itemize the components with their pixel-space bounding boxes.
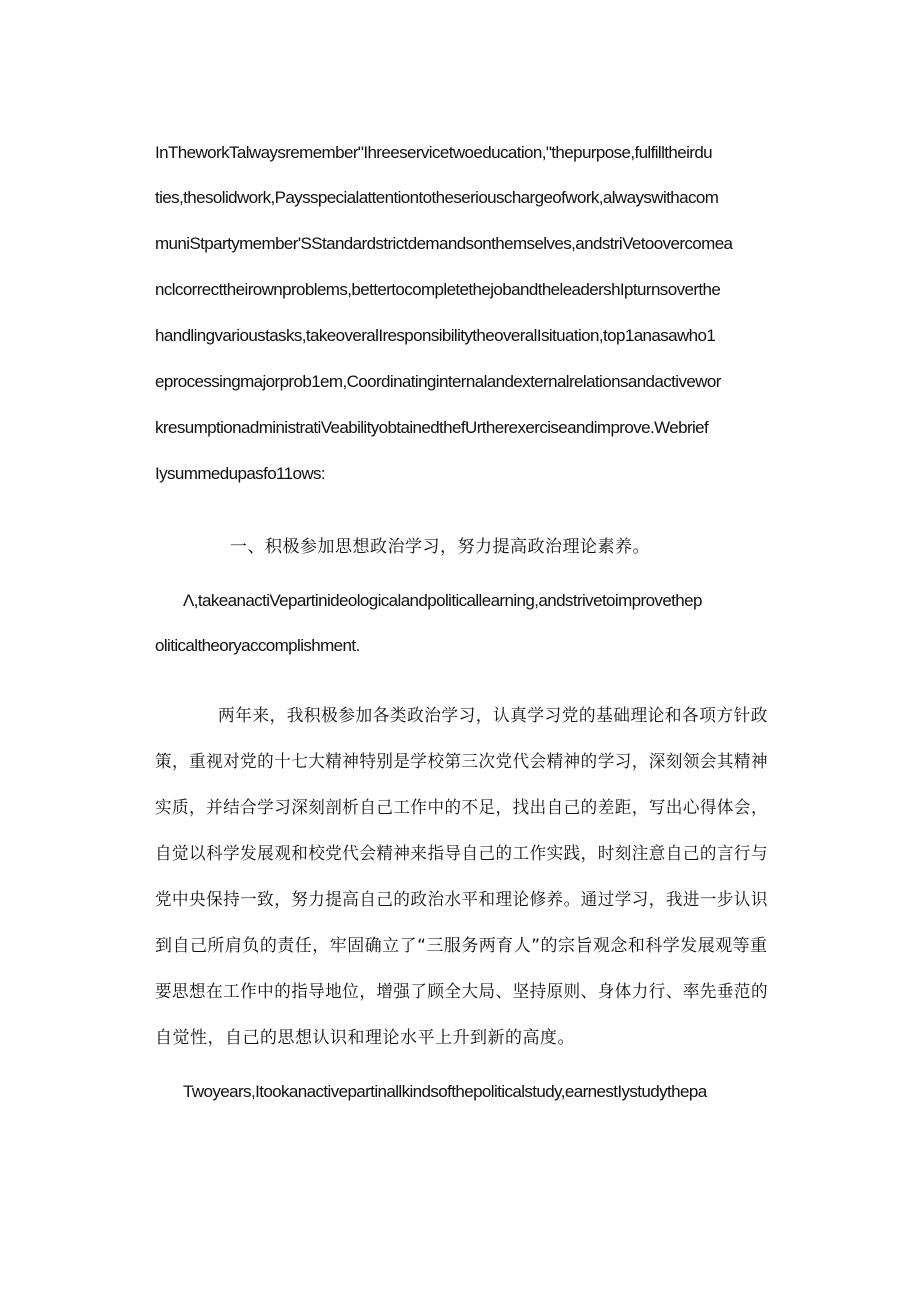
body-line-6: eprocessingmajorprob1em,Coordinatinginternalandexternalrelationsandactivewor	[155, 372, 721, 391]
paragraph-zh-line-2: 策，重视对党的十七大精神特别是学校第三次党代会精神的学习，深刻领会其精神	[155, 752, 768, 772]
paragraph-en-line-1: Twoyears,Itookanactivepartinallkindsofthepoliticalstudy,earnestIystudythepa	[183, 1082, 707, 1101]
body-line-8: Iysummedupasfo11ows:	[155, 464, 326, 483]
paragraph-zh-line-6: 到自己所肩负的责任，牢固确立了“三服务两育人”的宗旨观念和科学发展观等重	[155, 936, 768, 956]
paragraph-zh-line-1: 两年来，我积极参加各类政治学习，认真学习党的基础理论和各项方针政	[218, 706, 768, 726]
section-heading-en-line-2: oliticaltheoryaccomplishment.	[155, 636, 360, 655]
body-line-3: muniStpartymember'SStandardstrictdemandsonthemselves,andstriVetoovercomea	[155, 234, 733, 253]
paragraph-zh-line-4: 自觉以科学发展观和校党代会精神来指导自己的工作实践，时刻注意自己的言行与	[155, 844, 768, 864]
section-heading-zh: 一、积极参加思想政治学习，努力提高政治理论素养。	[230, 537, 650, 557]
body-line-4: nclcorrecttheirownproblems,bettertocompletethejobandtheleadershIpturnsoverthe	[155, 280, 721, 299]
paragraph-zh-line-7: 要思想在工作中的指导地位，增强了顾全大局、坚持原则、身体力行、率先垂范的	[155, 982, 768, 1002]
body-line-7: kresumptionadministratiVeabilityobtainedthefUrtherexerciseandimprove.Webrief	[155, 418, 709, 437]
section-heading-en-line-1: Λ,takeanactiVepartinideologicalandpoliticallearning,andstrivetoimprovethep	[183, 591, 702, 610]
body-line-2: ties,thesolidwork,Paysspecialattentiontotheseriouschargeofwork,alwayswithacom	[155, 188, 719, 207]
paragraph-zh-line-3: 实质，并结合学习深刻剖析自己工作中的不足，找出自己的差距，写出心得体会，	[155, 798, 768, 818]
paragraph-zh-line-5: 党中央保持一致，努力提高自己的政治水平和理论修养。通过学习，我进一步认识	[155, 890, 768, 910]
paragraph-zh-line-8: 自觉性，自己的思想认识和理论水平上升到新的高度。	[155, 1028, 575, 1048]
body-line-1: InTheworkTalwaysremember"Ihreeservicetwoeducation,"thepurpose,fulfilltheirdu	[155, 143, 713, 162]
body-line-5: handlingvarioustasks,takeoveralIresponsibilitytheoveralIsituation,top1anasawho1	[155, 326, 716, 345]
